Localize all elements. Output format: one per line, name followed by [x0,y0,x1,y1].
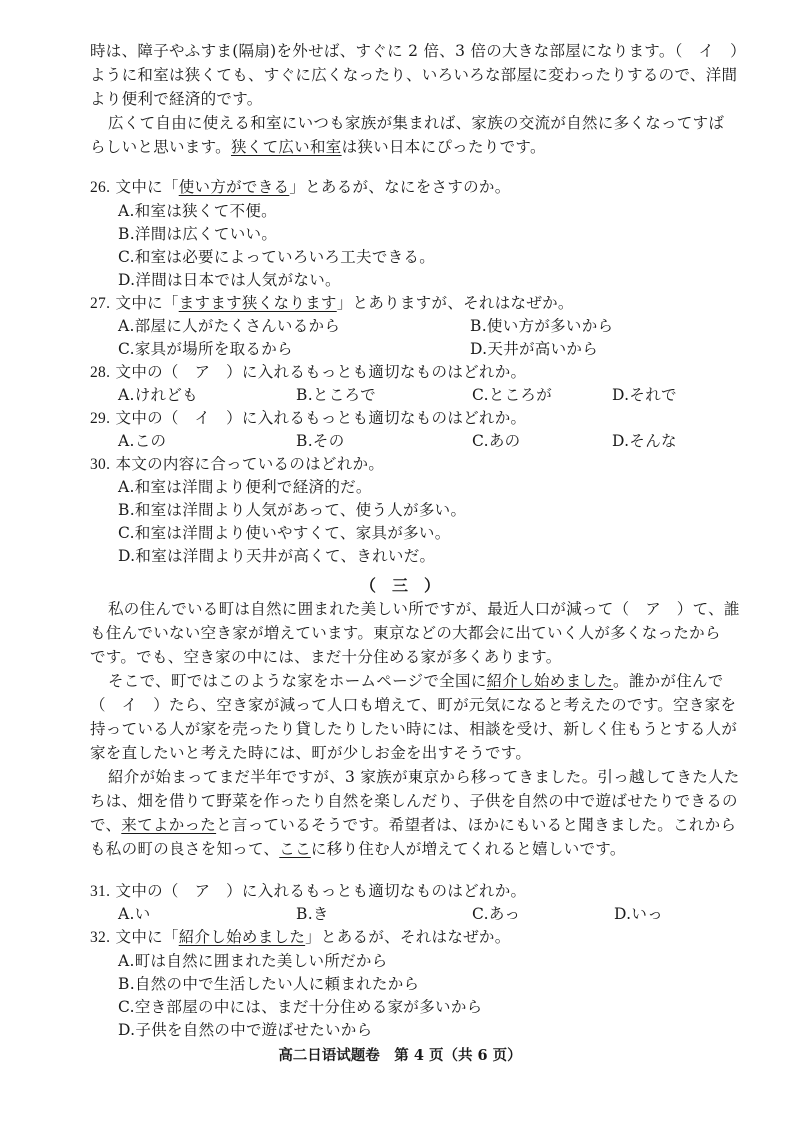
question-number: 27. [90,295,111,312]
passage-line: ちは、畑を借りて野菜を作ったり自然を楽しんだり、子供を自然の中で遊ばせたりできるの [90,792,738,810]
option-d: D.いっ [614,905,664,923]
question-text: 」とあるが、なにをさすのか。 [289,178,511,196]
passage-text: 。誰かが住んで [613,672,724,690]
option-d: D.天井が高いから [470,340,599,358]
question-31 [90,880,526,903]
option-d: D.洋間は日本では人気がない。 [118,271,341,289]
question-number: 32. [90,929,111,946]
passage-line: 私の住んでいる町は自然に囲まれた美しい所ですが、最近人口が減って（ ア ）て、誰 [108,600,740,618]
underlined-phrase: 紹介し始めました [486,672,613,690]
question-26 [90,176,511,199]
passage-text: で、 [90,816,122,834]
passage-text: と言っているそうです。希望者は、ほかにもいると聞きました。これから [216,816,737,834]
question-number: 30. [90,456,111,473]
option-d: D.和室は洋間より天井が高くて、きれいだ。 [118,547,436,565]
question-text: 文中の（ ア ）に入れるもっとも適切なものはどれか。 [115,882,527,900]
option-a: A.い [118,905,151,923]
option-a: A.この [118,432,167,450]
underlined-phrase: 来てよかった [121,816,217,834]
passage-line: 家を直したいと考えた時には、町が少しお金を出すそうです。 [90,744,532,762]
question-text: 本文の内容に合っているのはどれか。 [115,455,385,473]
option-c: C.あの [472,432,521,450]
option-a: A.部屋に人がたくさんいるから [118,317,341,335]
passage-line: も住んでいない空き家が増えています。東京などの大都会に出ていく人が多くなったから [90,624,721,642]
underlined-phrase: ますます狭くなります [178,294,337,312]
passage-line: 時は、障子やふすま(隔扇)を外せば、すぐに 2 倍、3 倍の大きな部屋になります。（ イ ） [90,42,746,60]
passage-line: です。でも、空き家の中には、まだ十分住める家が多くあります。 [90,648,562,666]
question-text: 」とありますが、それはなぜか。 [336,294,574,312]
question-30 [90,453,384,476]
passage-line: 紹介が始まってまだ半年ですが、3 家族が東京から移ってきました。引っ越してきた人た [108,768,740,786]
option-d: D.そんな [612,432,677,450]
underlined-phrase: 紹介し始めました [178,928,306,946]
option-d: D.それで [612,386,677,404]
option-c: C.あっ [472,905,521,923]
question-text: 文中の（ ア ）に入れるもっとも適切なものはどれか。 [115,363,527,381]
question-number: 29. [90,410,111,427]
option-b: B.ところで [296,386,376,404]
option-b: B.その [296,432,345,450]
passage-text: に移り住む人が増えてくれると嬉しいです。 [310,840,626,858]
option-a: A.けれども [118,386,198,404]
passage-text: は狭い日本にぴったりです。 [341,138,546,156]
option-c: C.ところが [472,386,553,404]
option-b: B.き [296,905,329,923]
underlined-phrase: 狭くて広い和室 [230,138,342,156]
passage-line [90,814,736,836]
question-32 [90,926,511,949]
passage-line: より便利で経済的です。 [90,90,263,108]
page-footer: 高二日语试题卷 第 4 页（共 6 页） [278,1047,522,1064]
question-text: 文中に「 [115,178,179,196]
option-c: C.空き部屋の中には、まだ十分住める家が多いから [118,998,483,1016]
option-b: B.使い方が多いから [470,317,614,335]
passage-line [90,136,546,158]
passage-text: も私の町の良さを知って、 [90,840,280,858]
question-27 [90,292,574,315]
passage-line: 持っている人が家を売ったり貸したりしたい時には、相談を受け、新しく住もうとする人が [90,720,738,738]
question-number: 31. [90,883,111,900]
option-a: A.町は自然に囲まれた美しい所だから [118,952,388,970]
underlined-phrase: 使い方ができる [178,178,290,196]
question-text: 文中に「 [115,294,179,312]
option-a: A.和室は洋間より便利で経済的だ。 [118,478,372,496]
passage-line [90,838,626,860]
option-a: A.和室は狭くて不便。 [118,202,277,220]
passage-line: ように和室は狭くても、すぐに広くなったり、いろいろな部屋に変わったりするので、洋間 [90,66,738,84]
question-text: 」とあるが、それはなぜか。 [305,928,511,946]
passage-line: （ イ ）たら、空き家が減って人口も増えて、町が元気になると考えたのです。空き家を [90,696,737,714]
option-d: D.子供を自然の中で遊ばせたいから [118,1021,373,1039]
option-b: B.洋間は広くていい。 [118,225,278,243]
option-c: C.家具が場所を取るから [118,340,293,358]
option-c: C.和室は洋間より使いやすくて、家具が多い。 [118,524,451,542]
passage-text: らしいと思います。 [90,138,231,156]
option-b: B.和室は洋間より人気があって、使う人が多い。 [118,501,467,519]
passage-text: そこで、町ではこのような家をホームページで全国に [108,672,487,690]
question-number: 28. [90,364,111,381]
question-29 [90,407,526,430]
question-text: 文中に「 [115,928,179,946]
section-heading: （ 三 ） [359,576,440,595]
passage-line: 広くて自由に使える和室にいつも家族が集まれば、家族の交流が自然に多くなってすば [108,114,725,132]
passage-line [108,670,724,692]
question-text: 文中の（ イ ）に入れるもっとも適切なものはどれか。 [115,409,527,427]
option-b: B.自然の中で生活したい人に頼まれたから [118,975,420,993]
question-number: 26. [90,179,111,196]
option-c: C.和室は必要によっていろいろ工夫できる。 [118,248,436,266]
question-28 [90,361,526,384]
underlined-phrase: ここ [279,840,311,858]
